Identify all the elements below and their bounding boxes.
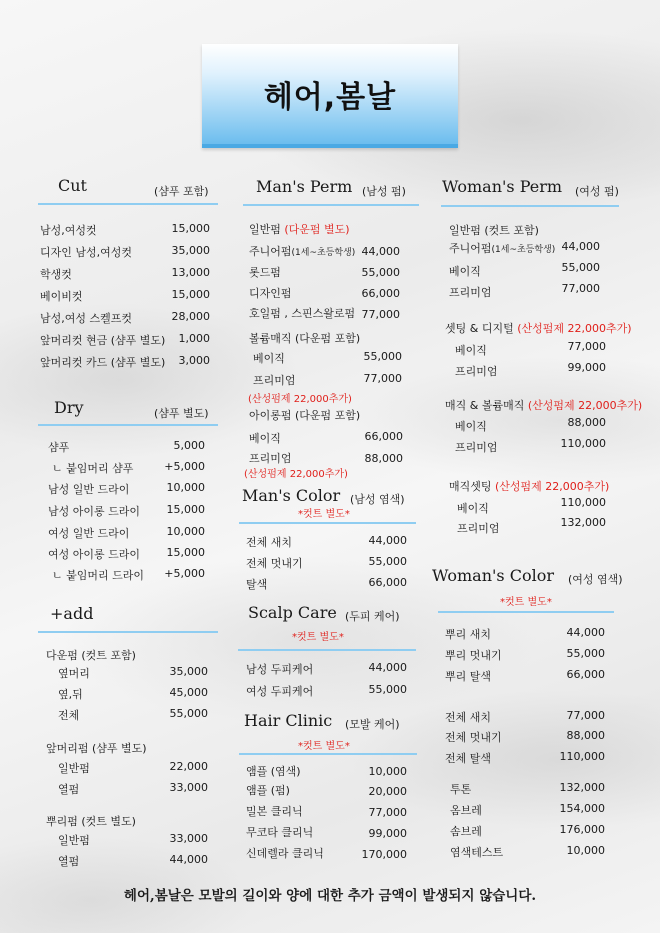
menu-item-price: 55,000 xyxy=(363,350,402,363)
menu-item-name: 앰플 (펌) xyxy=(246,784,290,797)
menu-item-price: 55,000 xyxy=(361,266,400,279)
menu-item-price: 154,000 xyxy=(559,802,605,815)
menu-item-name: 여성 일반 드라이 xyxy=(48,527,130,540)
mens-color-section-title: Man's Color xyxy=(242,486,341,505)
menu-item-price: 77,000 xyxy=(363,372,402,385)
menu-item-price: 110,000 xyxy=(559,750,605,763)
menu-item-price: 66,000 xyxy=(361,287,400,300)
menu-item-name: 염색테스트 xyxy=(450,846,504,859)
menu-item-name: 탈색 xyxy=(246,578,268,591)
mens-perm-section-title: Man's Perm xyxy=(256,177,353,196)
add-section-title: +add xyxy=(50,604,94,623)
note-text: (산성펌제 22,000추가) xyxy=(517,322,632,335)
menu-item-price: 55,000 xyxy=(368,683,407,696)
menu-item-price: 10,000 xyxy=(166,481,205,494)
scalp-section-subtitle: (두피 케어) xyxy=(345,610,400,623)
womens-color-divider xyxy=(438,611,614,613)
menu-item-price: 55,000 xyxy=(566,647,605,660)
clinic-section-subtitle: (모발 케어) xyxy=(345,718,400,731)
add-divider xyxy=(38,631,218,633)
title-banner xyxy=(202,44,458,148)
menu-item-name: 학생컷 xyxy=(40,268,72,281)
menu-item-name: 여성 두피케어 xyxy=(246,685,314,698)
menu-item-name: 투톤 xyxy=(450,783,472,796)
mens-color-divider xyxy=(239,522,416,524)
menu-item-price: 44,000 xyxy=(566,626,605,639)
menu-item-price: 132,000 xyxy=(559,781,605,794)
menu-item-price: 66,000 xyxy=(368,576,407,589)
menu-item-name: 베이직 xyxy=(457,502,489,515)
menu-item-name: 전체 새치 xyxy=(246,536,293,549)
menu-item-price: 10,000 xyxy=(166,525,205,538)
menu-item-price: 132,000 xyxy=(560,516,606,529)
cut-section-subtitle: (샴푸 포함) xyxy=(154,185,209,198)
womens-perm-section-title: Woman's Perm xyxy=(442,177,563,196)
clinic-section-title: Hair Clinic xyxy=(244,711,333,730)
menu-item-price: 3,000 xyxy=(178,354,210,367)
menu-item-price: 110,000 xyxy=(560,496,606,509)
menu-item-price: 55,000 xyxy=(169,707,208,720)
menu-item-name: 남성 아이롱 드라이 xyxy=(48,505,141,518)
menu-item-name: 뿌리 멋내기 xyxy=(445,649,502,662)
menu-item-price: 44,000 xyxy=(169,853,208,866)
menu-item-name: 롯드펌 xyxy=(249,266,281,279)
menu-item-price: 44,000 xyxy=(561,240,600,253)
scalp-section-title: Scalp Care xyxy=(248,603,337,622)
note-text: (산성펌제 22,000추가) xyxy=(527,399,643,412)
group-label: 일반펌 xyxy=(249,223,281,236)
menu-item-price: 33,000 xyxy=(169,781,208,794)
item-note: (1세~초등학생) xyxy=(491,245,556,255)
menu-item-price: 170,000 xyxy=(361,848,407,861)
scalp-divider xyxy=(238,649,416,651)
menu-item-price: 66,000 xyxy=(364,430,403,443)
dry-divider xyxy=(38,424,218,426)
mens-perm-section-subtitle: (남성 펌) xyxy=(362,185,406,198)
menu-item-name: 옆머리 xyxy=(58,667,90,680)
menu-item-name: 베이직 xyxy=(455,344,487,357)
dry-section-title: Dry xyxy=(54,398,84,417)
note-text: (컷트 포함) xyxy=(484,224,539,237)
menu-item-price: 77,000 xyxy=(368,806,407,819)
menu-item-name: 밀본 클리닉 xyxy=(246,805,303,818)
note-text: (산성펌제 22,000추가) xyxy=(248,394,352,405)
note-text: (다운펌 별도) xyxy=(284,223,350,236)
menu-item-price: 99,000 xyxy=(368,827,407,840)
footer-notice: 헤어,봄날은 모발의 길이와 양에 대한 추가 금액이 발생되지 않습니다. xyxy=(123,888,537,904)
note-text: *컷트 별도* xyxy=(298,741,350,752)
dry-section-subtitle: (샴푸 별도) xyxy=(154,407,209,420)
menu-item-name: 열펌 xyxy=(58,855,80,868)
menu-item-price: 33,000 xyxy=(169,832,208,845)
page-title: 헤어,봄날 xyxy=(263,80,397,115)
menu-item-name: 무코타 클리닉 xyxy=(246,826,314,839)
menu-item-name: 전체 탈색 xyxy=(445,752,492,765)
note-text: (산성펌제 22,000추가) xyxy=(244,469,348,480)
menu-item-name: 프리미엄 xyxy=(455,365,498,378)
menu-item-price: 20,000 xyxy=(368,785,407,798)
menu-item-name: 베이직 xyxy=(455,420,487,433)
menu-item-price: 88,000 xyxy=(566,729,605,742)
menu-item-price: 88,000 xyxy=(567,416,606,429)
menu-item-price: 15,000 xyxy=(171,222,210,235)
cut-divider xyxy=(38,203,218,205)
menu-item-price: 5,000 xyxy=(173,439,205,452)
menu-item-name: 프리미엄 xyxy=(455,441,498,454)
menu-item-name: 옆,뒤 xyxy=(58,688,83,701)
menu-item-price: 55,000 xyxy=(561,261,600,274)
menu-item-name: 베이직 xyxy=(249,432,281,445)
menu-item-name: 뿌리 탈색 xyxy=(445,670,492,683)
group-label: 매직 & 볼륨매직 xyxy=(445,399,525,412)
menu-item-price: 15,000 xyxy=(166,503,205,516)
menu-item-name: 솜브레 xyxy=(450,825,482,838)
menu-item-name: 베이비컷 xyxy=(40,290,83,303)
group-label: 앞머리펌 (샴푸 별도) xyxy=(46,742,147,755)
menu-item-price: 13,000 xyxy=(171,266,210,279)
group-label: 셋팅 & 디지털 xyxy=(445,322,514,335)
group-label: 볼륨매직 (다운펌 포함) xyxy=(249,332,361,345)
note-text: *컷트 별도* xyxy=(500,597,552,608)
menu-item-name: 주니어펌 xyxy=(249,245,292,258)
menu-item-name: 디자인펌 xyxy=(249,287,292,300)
menu-item-price: 176,000 xyxy=(559,823,605,836)
menu-item-name: 전체 멋내기 xyxy=(246,557,303,570)
menu-item-name: 베이직 xyxy=(253,352,285,365)
womens-color-section-subtitle: (여성 염색) xyxy=(568,573,623,586)
menu-item-price: 35,000 xyxy=(169,665,208,678)
menu-item-price: 22,000 xyxy=(169,760,208,773)
menu-item-name: 신데렐라 클리닉 xyxy=(246,847,324,860)
menu-item-name: 프리미엄 xyxy=(457,522,500,535)
menu-item-name: 여성 아이롱 드라이 xyxy=(48,548,141,561)
menu-item-name: 뿌리 새치 xyxy=(445,628,492,641)
menu-item-price: 44,000 xyxy=(361,245,400,258)
menu-item-name: 앰플 (염색) xyxy=(246,765,301,778)
menu-item-price: 110,000 xyxy=(560,437,606,450)
menu-item-name: 베이직 xyxy=(449,265,481,278)
menu-item-price: 1,000 xyxy=(178,332,210,345)
menu-item-name: 일반펌 xyxy=(58,834,90,847)
menu-item-name: 앞머리컷 카드 (샴푸 별도) xyxy=(40,356,166,369)
group-label: 뿌리펌 (컷트 별도) xyxy=(46,815,136,828)
menu-item-name: 전체 xyxy=(58,709,80,722)
menu-item-name: ㄴ 붙임머리 샴푸 xyxy=(52,462,134,475)
menu-item-name: 남성,여성컷 xyxy=(40,224,97,237)
menu-item-name: 호일펌 , 스핀스왈로펌 xyxy=(249,307,356,320)
menu-item-price: 77,000 xyxy=(561,282,600,295)
menu-item-name: 일반펌 xyxy=(58,762,90,775)
menu-item-name: 주니어펌 xyxy=(449,242,492,255)
womens-perm-section-subtitle: (여성 펌) xyxy=(575,185,619,198)
note-text: *컷트 별도* xyxy=(292,632,344,643)
note-text: *컷트 별도* xyxy=(298,509,350,520)
menu-item-price: 44,000 xyxy=(368,661,407,674)
menu-item-name: 남성 일반 드라이 xyxy=(48,483,130,496)
menu-item-price: 10,000 xyxy=(368,765,407,778)
menu-item-name: 샴푸 xyxy=(48,441,70,454)
menu-item-price: 28,000 xyxy=(171,310,210,323)
menu-item-price: 44,000 xyxy=(368,534,407,547)
menu-item-price: 15,000 xyxy=(166,546,205,559)
womens-perm-divider xyxy=(441,205,619,207)
menu-item-price: 99,000 xyxy=(567,361,606,374)
menu-item-price: +5,000 xyxy=(164,460,205,473)
menu-item-name: 남성 두피케어 xyxy=(246,663,314,676)
menu-item-name: 프리미엄 xyxy=(253,374,296,387)
clinic-divider xyxy=(239,753,417,755)
menu-item-name: 디자인 남성,여성컷 xyxy=(40,246,133,259)
menu-item-price: 45,000 xyxy=(169,686,208,699)
mens-perm-divider xyxy=(243,204,419,206)
menu-item-name: 전체 새치 xyxy=(445,711,492,724)
menu-item-price: 77,000 xyxy=(361,308,400,321)
womens-color-section-title: Woman's Color xyxy=(432,566,554,585)
menu-item-name: 프리미엄 xyxy=(449,286,492,299)
menu-item-name: 옴브레 xyxy=(450,804,482,817)
menu-item-name: 남성,여성 스켈프컷 xyxy=(40,312,133,325)
group-label: 일반펌 xyxy=(449,224,481,237)
group-label: 매직셋팅 xyxy=(449,480,492,493)
menu-item-price: 66,000 xyxy=(566,668,605,681)
group-label: 다운펌 (컷트 포함) xyxy=(46,649,136,662)
menu-item-name: 프리미엄 xyxy=(249,452,292,465)
menu-item-price: 88,000 xyxy=(364,452,403,465)
cut-section-title: Cut xyxy=(58,176,87,195)
menu-item-price: 77,000 xyxy=(566,709,605,722)
menu-item-name: ㄴ 붙임머리 드라이 xyxy=(52,569,145,582)
menu-item-price: 35,000 xyxy=(171,244,210,257)
mens-color-section-subtitle: (남성 염색) xyxy=(350,493,405,506)
menu-item-price: 10,000 xyxy=(566,844,605,857)
menu-item-name: 전체 멋내기 xyxy=(445,731,502,744)
menu-item-price: 77,000 xyxy=(567,340,606,353)
group-label: 아이롱펌 (다운펌 포함) xyxy=(249,409,361,422)
menu-item-price: 15,000 xyxy=(171,288,210,301)
item-note: (1세~초등학생) xyxy=(291,248,356,258)
menu-item-name: 열펌 xyxy=(58,783,80,796)
menu-item-price: 55,000 xyxy=(368,555,407,568)
menu-item-price: +5,000 xyxy=(164,567,205,580)
note-text: (산성펌제 22,000추가) xyxy=(495,480,610,493)
menu-item-name: 앞머리컷 현금 (샴푸 별도) xyxy=(40,334,166,347)
